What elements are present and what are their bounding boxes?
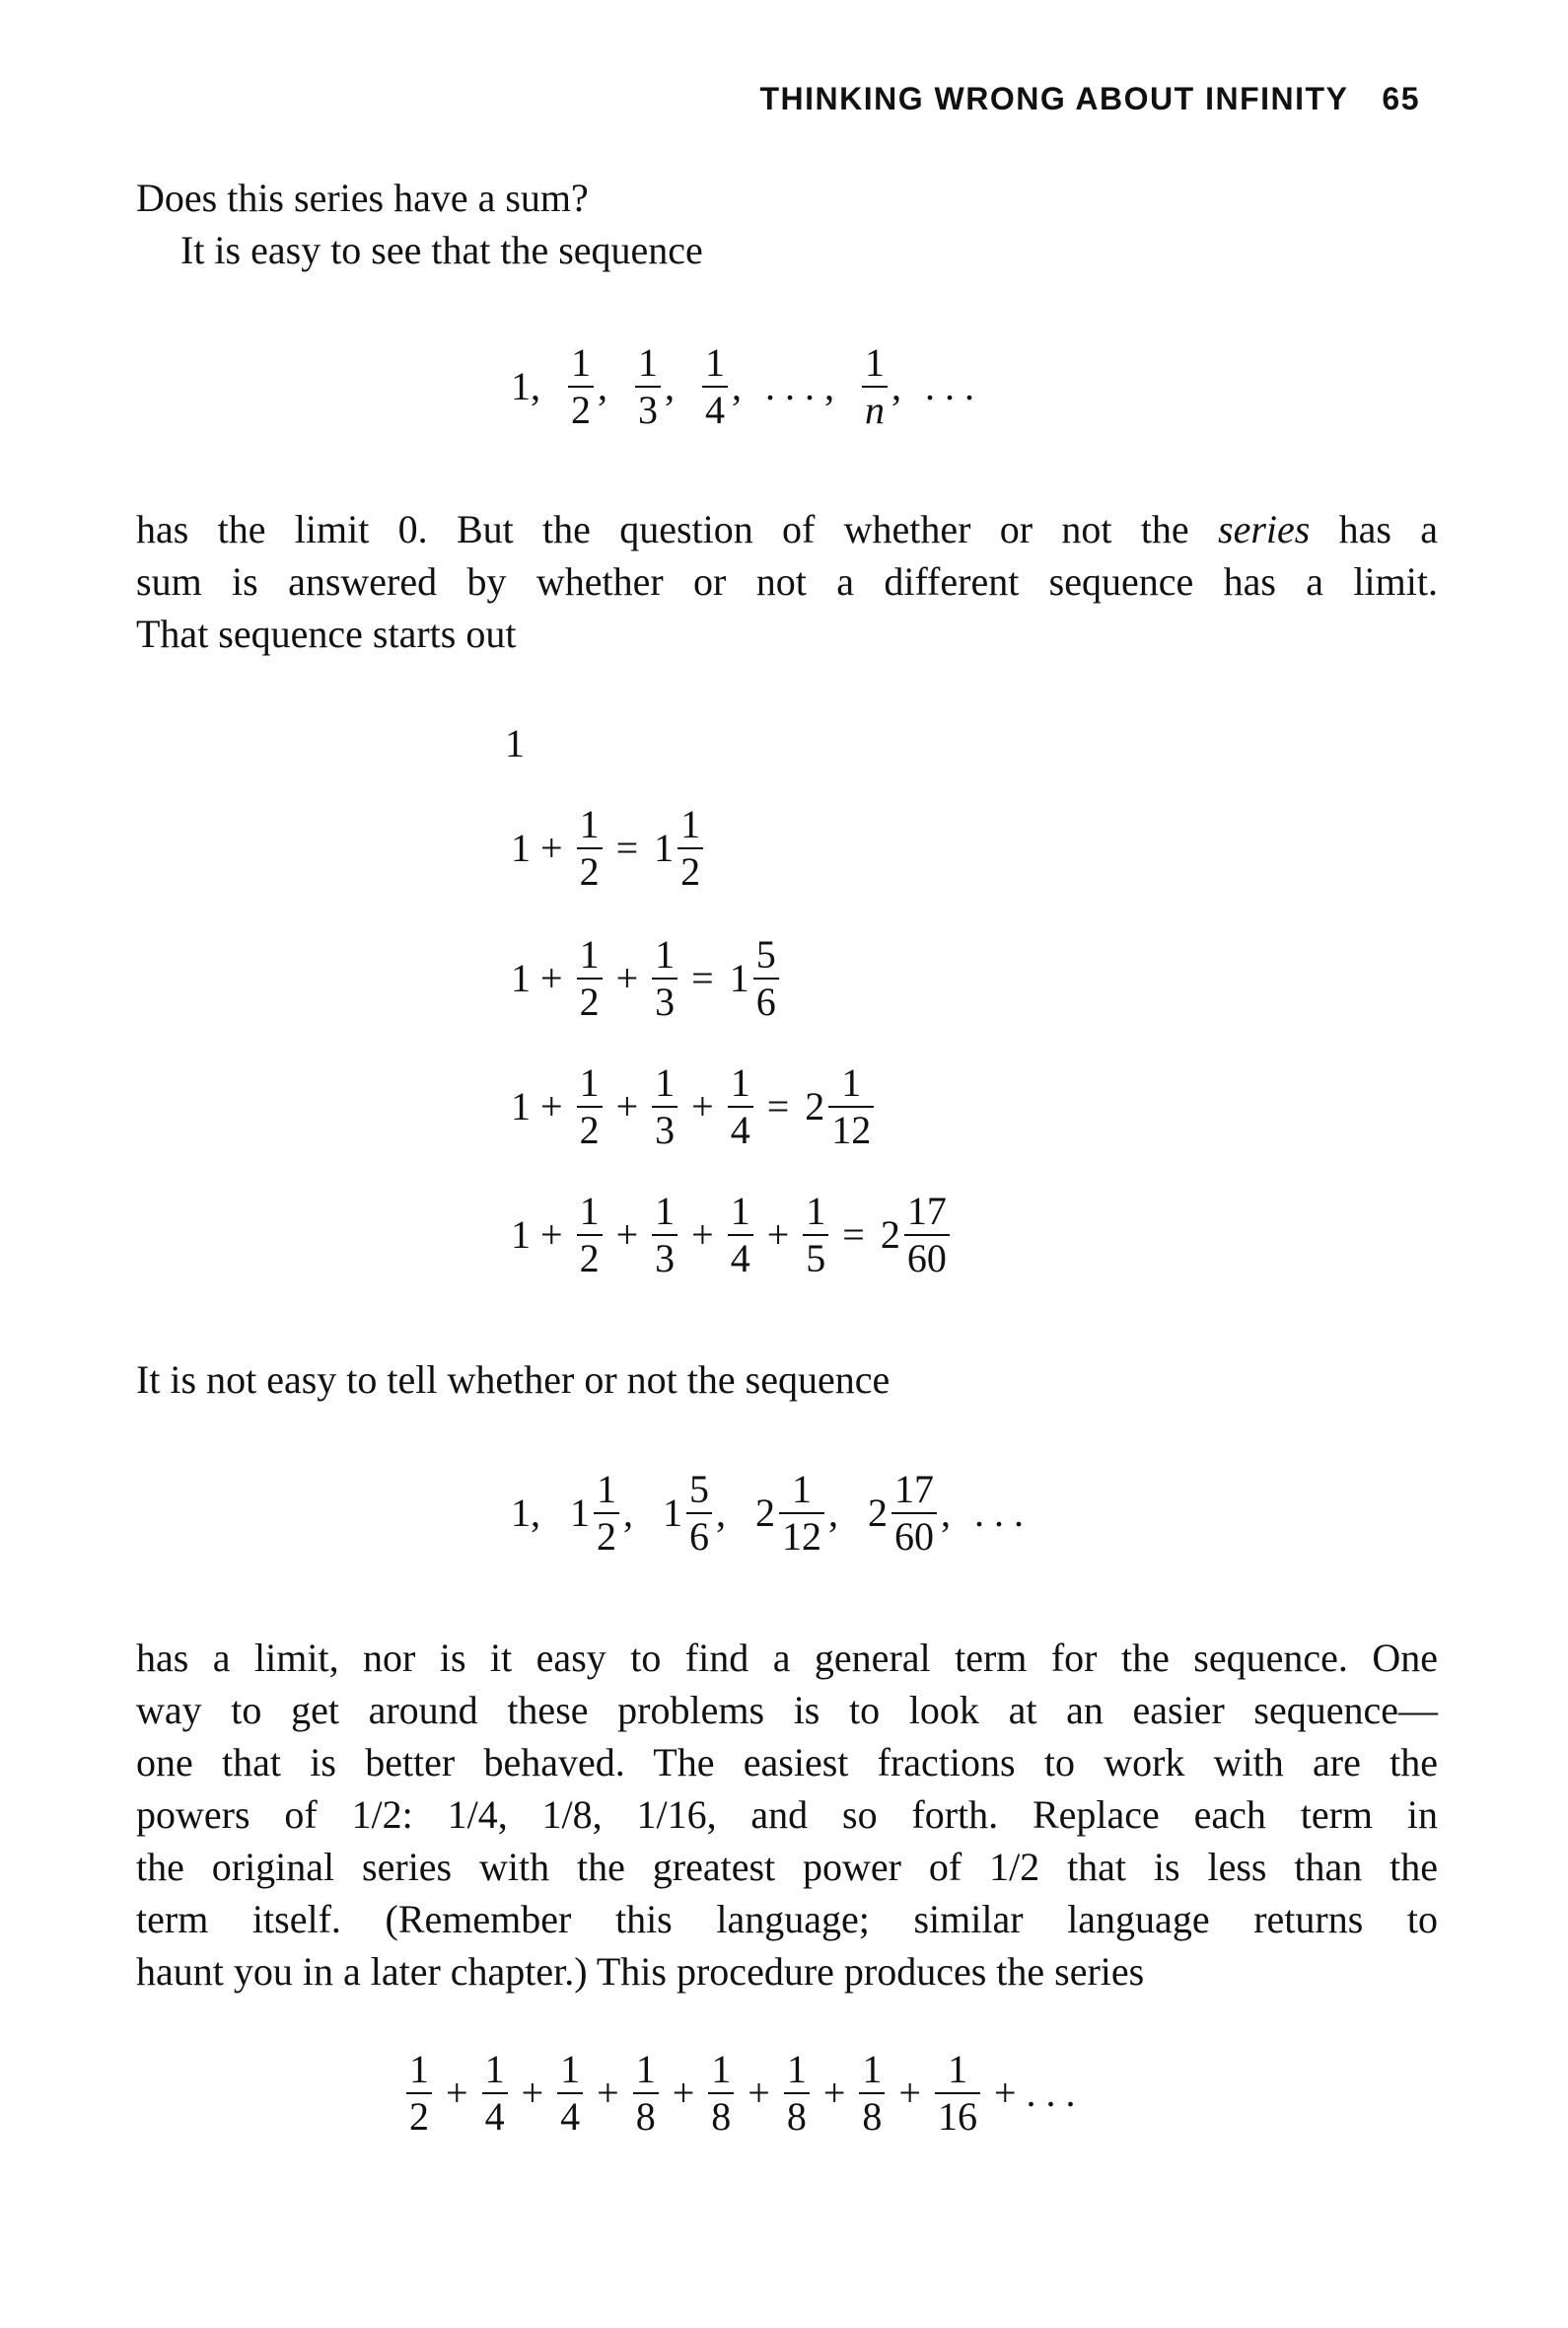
text-line: has the limit 0. But the question of whether or not the series has a	[136, 507, 1439, 551]
text-line: sum is answered by whether or not a different sequence has a limit.	[136, 559, 1438, 604]
fraction: $\frac{1}{3}$	[635, 343, 661, 430]
text-line: haunt you in a later chapter.) This procedure produces the series	[136, 1949, 1145, 1994]
fraction: $\frac{1}{4}$	[557, 2050, 583, 2137]
text-line: has a limit, nor is it easy to find a general term for the sequence. One	[136, 1636, 1438, 1680]
text-line: term itself. (Remember this language; similar language returns to	[136, 1897, 1438, 1941]
series-powers-of-half: $\frac{1}{2}$ + $\frac{1}{4}$ + $\frac{1}{4}$ + $\frac{1}{8}$ + $\frac{1}{8}$ + $\frac{1}{8}$ + $\frac{1}{8}$ + $\frac{1}{16}$ + . . .	[402, 2050, 1086, 2137]
chapter-title: THINKING WRONG ABOUT INFINITY	[759, 81, 1349, 116]
ellipsis: . . .	[974, 1491, 1024, 1535]
text-line: one that is better behaved. The easiest fractions to work with are the	[136, 1740, 1438, 1784]
fraction: $\frac{1}{4}$	[702, 343, 728, 430]
paragraph-1	[136, 172, 1438, 276]
fraction: $\frac{1}{2}$	[406, 2050, 432, 2137]
fraction: $\frac{1}{8}$	[633, 2050, 659, 2137]
partial-sum-5: 1 + $\frac{1}{2}$ + $\frac{1}{3}$ + $\frac{1}{4}$ + $\frac{1}{5}$ = 2 $\frac{17}{60}$	[505, 1192, 954, 1278]
fraction: $\frac{1}{8}$	[708, 2050, 734, 2137]
fraction: $\frac{1}{4}$	[482, 2050, 508, 2137]
sequence-reciprocals: 1, $\frac{1}{2}$ , $\frac{1}{3}$ , $\frac{1}{4}$ , . . . , $\frac{1}{n}$ , . . .	[511, 340, 974, 432]
paragraph-2	[136, 503, 1438, 660]
seq-term: 1	[511, 364, 531, 408]
text-line: That sequence starts out	[136, 612, 517, 656]
text-line: way to get around these problems is to look at an easier sequence—	[136, 1688, 1438, 1732]
text-line: powers of 1/2: 1/4, 1/8, 1/16, and so forth. Replace each term in	[136, 1792, 1438, 1837]
fraction: $\frac{1}{16}$	[935, 2050, 980, 2137]
page-number: 65	[1382, 81, 1420, 116]
text-line: the original series with the greatest power of 1/2 that is less than the	[136, 1845, 1438, 1889]
partial-sum-3: 1 + $\frac{1}{2}$ + $\frac{1}{3}$ = 1 $\frac{5}{6}$	[505, 935, 783, 1022]
fraction: $\frac{1}{8}$	[859, 2050, 885, 2137]
partial-sum-2: 1 + $\frac{1}{2}$ = 1 $\frac{1}{2}$	[505, 805, 707, 892]
ellipsis: + . . .	[993, 2071, 1076, 2115]
ellipsis: . . .	[925, 364, 974, 408]
partial-sum-1: 1	[505, 721, 525, 765]
paragraph-3	[136, 1353, 1438, 1406]
sequence-partial-sums: 1, 1 $\frac{1}{2}$ , 1 $\frac{5}{6}$ , 2 $\frac{1}{12}$ , 2 $\frac{17}{60}$ , . . .	[511, 1467, 1024, 1559]
text-line: It is not easy to tell whether or not the sequence	[136, 1357, 891, 1402]
running-head	[759, 81, 1420, 117]
ellipsis: . . . ,	[765, 364, 834, 408]
partial-sum-4: 1 + $\frac{1}{2}$ + $\frac{1}{3}$ + $\frac{1}{4}$ = 2 $\frac{1}{12}$	[505, 1063, 878, 1150]
fraction: $\frac{1}{8}$	[784, 2050, 810, 2137]
fraction: $\frac{1}{2}$	[568, 343, 594, 430]
text-line: It is easy to see that the sequence	[180, 228, 703, 272]
emphasis-series: series	[1218, 507, 1311, 551]
text-line: Does this series have a sum?	[136, 176, 589, 220]
fraction-1-over-n: $\frac{1}{n}$	[862, 343, 888, 430]
paragraph-4	[136, 1632, 1438, 1998]
